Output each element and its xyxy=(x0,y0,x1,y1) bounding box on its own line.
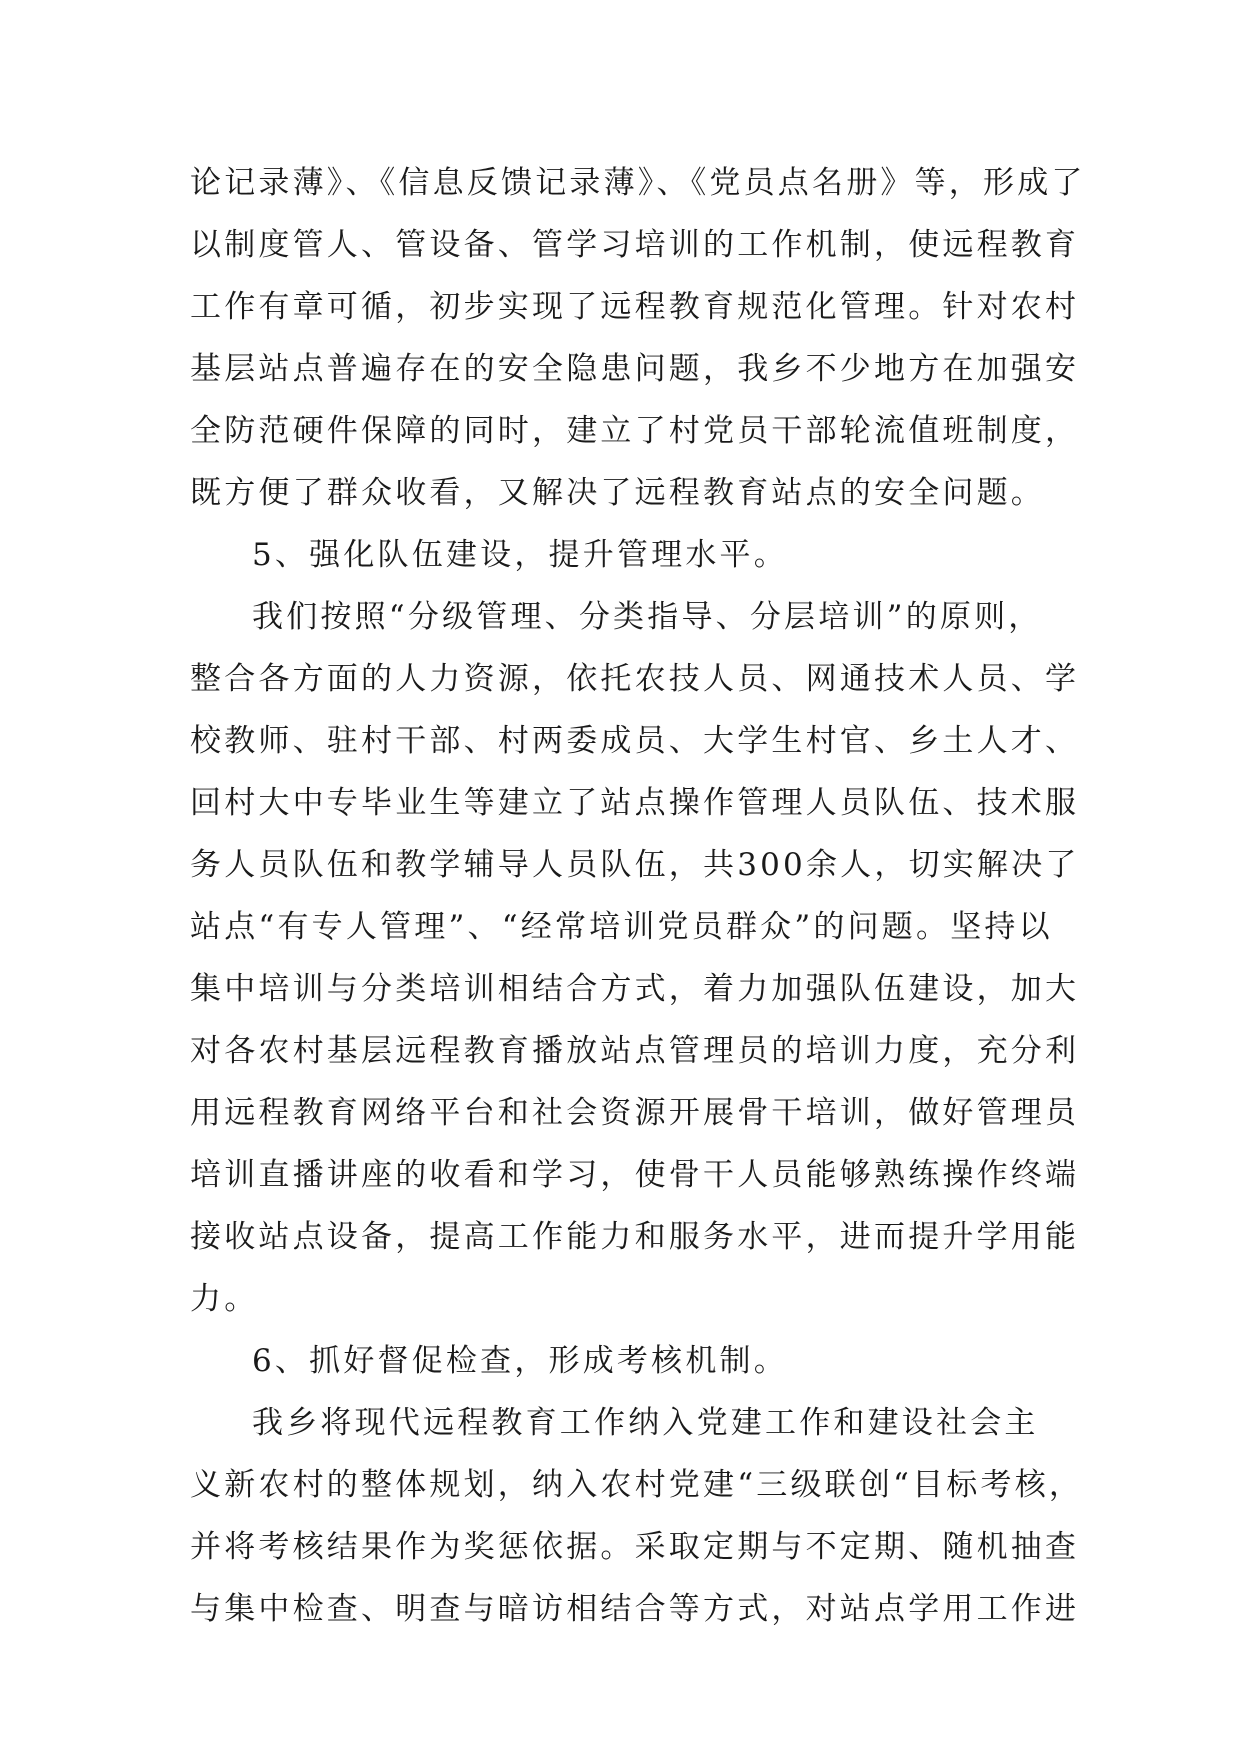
text-line: 整合各方面的人力资源，依托农技人员、网通技术人员、学 xyxy=(190,661,1080,697)
text-line: 校教师、驻村干部、村两委成员、大学生村官、乡土人才、 xyxy=(190,723,1080,759)
text-line: 义新农村的整体规划，纳入农村党建“三级联创“目标考核， xyxy=(190,1467,1084,1503)
paragraph-start: 我乡将现代远程教育工作纳入党建工作和建设社会主 xyxy=(252,1405,1039,1441)
text-line: 站点“有专人管理”、“经常培训党员群众”的问题。坚持以 xyxy=(190,909,1053,945)
document-body xyxy=(190,152,1086,1640)
text-line: 培训直播讲座的收看和学习，使骨干人员能够熟练操作终端 xyxy=(190,1157,1080,1193)
text-line: 接收站点设备，提高工作能力和服务水平，进而提升学用能 xyxy=(190,1219,1080,1255)
text-line: 既方便了群众收看，又解决了远程教育站点的安全问题。 xyxy=(190,475,1045,511)
text-line: 与集中检查、明查与暗访相结合等方式，对站点学用工作进 xyxy=(190,1591,1080,1627)
text-line: 以制度管人、管设备、管学习培训的工作机制，使远程教育 xyxy=(190,227,1080,263)
text-line: 基层站点普遍存在的安全隐患问题，我乡不少地方在加强安 xyxy=(190,351,1080,387)
text-line: 回村大中专毕业生等建立了站点操作管理人员队伍、技术服 xyxy=(190,785,1080,821)
text-line: 对各农村基层远程教育播放站点管理员的培训力度，充分利 xyxy=(190,1033,1080,1069)
text-line: 全防范硬件保障的同时，建立了村党员干部轮流值班制度， xyxy=(190,413,1080,449)
text-line: 并将考核结果作为奖惩依据。采取定期与不定期、随机抽查 xyxy=(190,1529,1080,1565)
text-line: 务人员队伍和教学辅导人员队伍，共300余人，切实解决了 xyxy=(190,847,1080,883)
paragraph-start: 我们按照“分级管理、分类指导、分层培训”的原则， xyxy=(252,599,1043,635)
text-line: 集中培训与分类培训相结合方式，着力加强队伍建设，加大 xyxy=(190,971,1080,1007)
text-line: 论记录薄》、《信息反馈记录薄》、《党员点名册》等，形成了 xyxy=(190,165,1086,201)
text-line: 力。 xyxy=(190,1281,259,1317)
section-heading-5: 5、强化队伍建设，提升管理水平。 xyxy=(252,537,788,573)
section-heading-6: 6、抓好督促检查，形成考核机制。 xyxy=(252,1343,788,1379)
text-line: 用远程教育网络平台和社会资源开展骨干培训，做好管理员 xyxy=(190,1095,1080,1131)
text-line: 工作有章可循，初步实现了远程教育规范化管理。针对农村 xyxy=(190,289,1080,325)
